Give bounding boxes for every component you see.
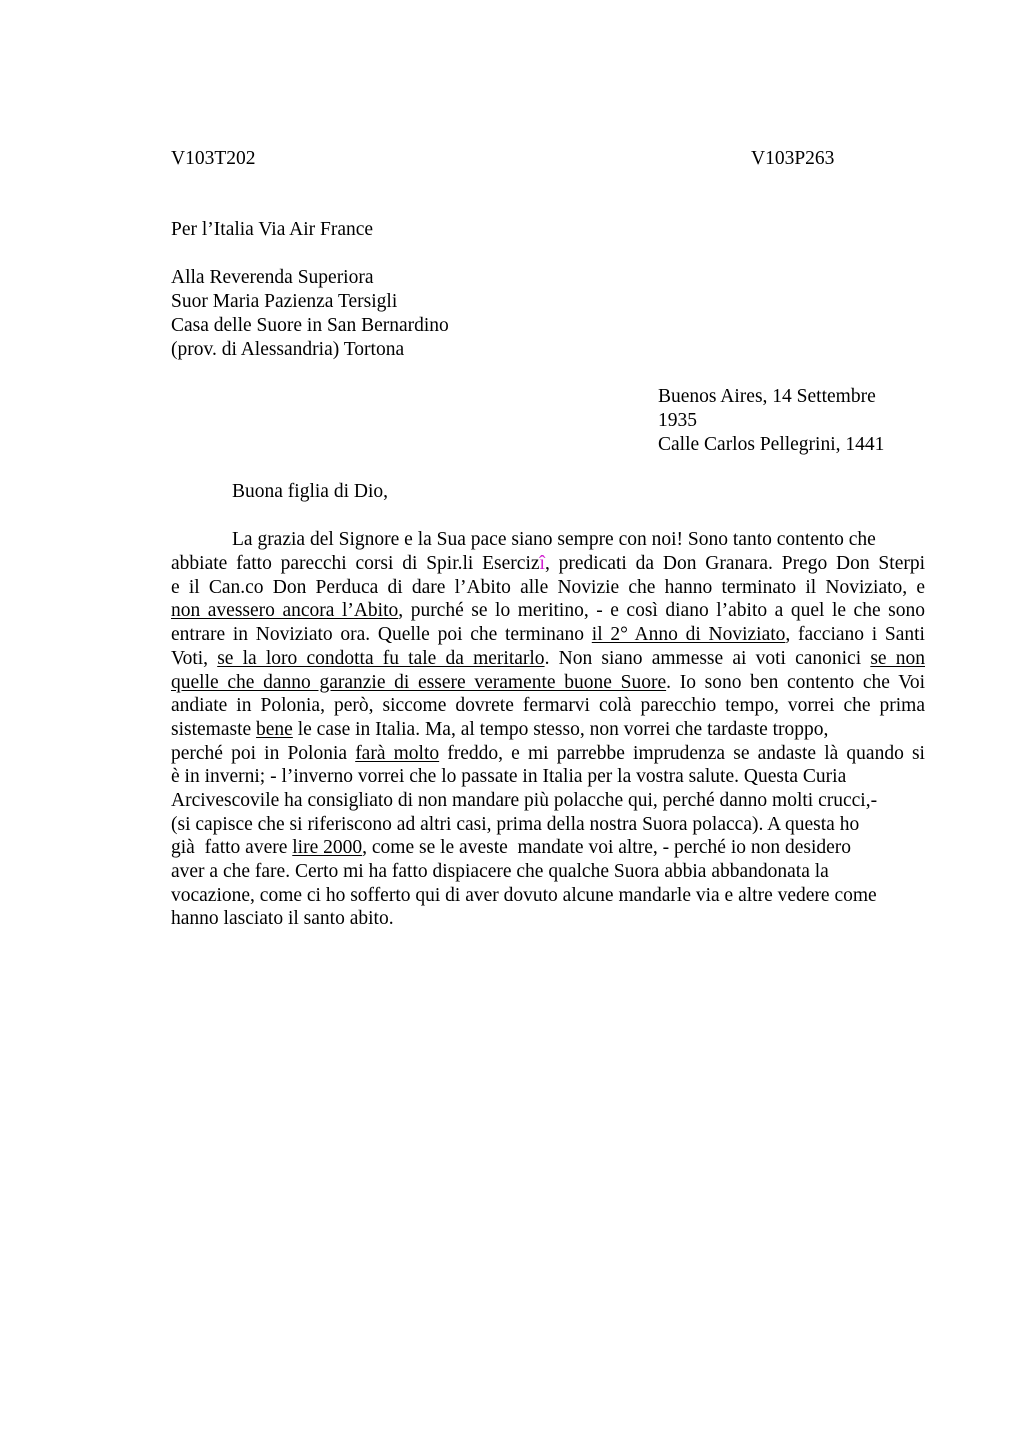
body-line: abbiate fatto parecchi corsi di Spir.li Esercizî, predicati da Don Granara. Prego Don Sterpi bbox=[171, 553, 926, 574]
underlined-phrase: se non bbox=[870, 648, 925, 669]
body-line: Arcivescovile ha consigliato di non mandare più polacche qui, perché danno molti crucci,- bbox=[171, 790, 878, 811]
underlined-phrase: lire 2000 bbox=[292, 837, 363, 858]
body-line: Voti, se la loro condotta fu tale da meritarlo. Non siano ammesse ai voti canonici se non bbox=[171, 648, 925, 669]
body-line: e il Can.co Don Perduca di dare l’Abito alle Novizie che hanno terminato il Noviziato, e bbox=[171, 577, 925, 598]
body-line: sistemaste bene le case in Italia. Ma, al tempo stesso, non vorrei che tardaste troppo, bbox=[171, 719, 829, 740]
body-line: (si capisce che si riferiscono ad altri casi, prima della nostra Suora polacca). A questa ho bbox=[171, 814, 860, 835]
underlined-phrase: se la loro condotta fu tale da meritarlo bbox=[217, 648, 545, 669]
body-line: andiate in Polonia, però, siccome dovrete fermarvi colà parecchio tempo, vorrei che prima bbox=[171, 695, 925, 716]
recipient-line: Alla Reverenda Superiora bbox=[171, 267, 374, 288]
underlined-phrase: farà molto bbox=[355, 743, 440, 764]
place-date-line: Buenos Aires, 14 Settembre bbox=[658, 386, 876, 407]
underlined-phrase: il 2° Anno di Noviziato bbox=[591, 624, 786, 645]
body-line: entrare in Noviziato ora. Quelle poi che terminano il 2° Anno di Noviziato, facciano i Santi bbox=[171, 624, 925, 645]
salutation: Buona figlia di Dio, bbox=[232, 481, 388, 502]
recipient-line: Suor Maria Pazienza Tersigli bbox=[171, 291, 398, 312]
underlined-phrase: bene bbox=[256, 719, 293, 740]
body-line: è in inverni; - l’inverno vorrei che lo passate in Italia per la vostra salute. Questa Curia bbox=[171, 766, 847, 787]
accent-mark: î bbox=[539, 553, 545, 574]
document-code-right: V103P263 bbox=[751, 148, 835, 169]
recipient-line: Casa delle Suore in San Bernardino bbox=[171, 315, 449, 336]
body-line: hanno lasciato il santo abito. bbox=[171, 908, 394, 929]
underlined-phrase: quelle che danno garanzie di essere veramente buone Suore bbox=[171, 672, 667, 693]
body-line: quelle che danno garanzie di essere veramente buone Suore. Io sono ben contento che Voi bbox=[171, 672, 926, 693]
body-line: La grazia del Signore e la Sua pace siano sempre con noi! Sono tanto contento che bbox=[232, 529, 876, 550]
place-date-line: Calle Carlos Pellegrini, 1441 bbox=[658, 434, 885, 455]
body-line: perché poi in Polonia farà molto freddo, e mi parrebbe imprudenza se andaste là quando si bbox=[171, 743, 925, 764]
body-line: vocazione, come ci ho sofferto qui di aver dovuto alcune mandarle via e altre vedere come bbox=[171, 885, 877, 906]
underlined-phrase: non avessero ancora l’Abito bbox=[171, 600, 399, 621]
document-code-left: V103T202 bbox=[171, 148, 256, 169]
body-line: già fatto avere lire 2000, come se le aveste mandate voi altre, - perché io non desidero bbox=[171, 837, 852, 858]
routing-line: Per l’Italia Via Air France bbox=[171, 219, 374, 240]
recipient-line: (prov. di Alessandria) Tortona bbox=[171, 339, 405, 360]
place-date-line: 1935 bbox=[658, 410, 697, 431]
body-line: non avessero ancora l’Abito, purché se lo meritino, - e così diano l’abito a quel le che sono bbox=[171, 600, 925, 621]
body-line: aver a che fare. Certo mi ha fatto dispiacere che qualche Suora abbia abbandonata la bbox=[171, 861, 829, 882]
